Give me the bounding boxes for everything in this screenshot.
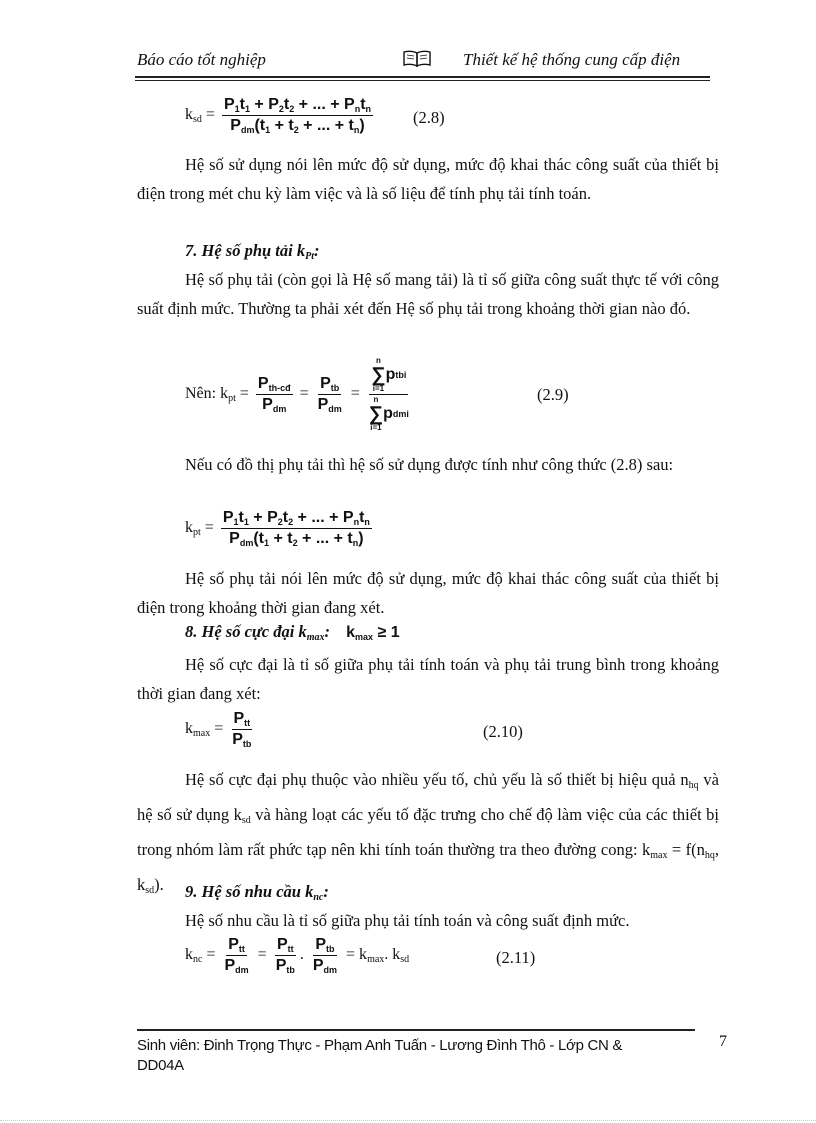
page-number: 7 (719, 1033, 727, 1050)
equation-number-2-9: (2.9) (537, 385, 569, 404)
equation-number-2-11: (2.11) (496, 948, 536, 967)
paragraph-max-factor: Hệ số cực đại là tỉ số giữa phụ tải tính toán và phụ tải trung bình trong khoảng thời gian đang xét: (137, 655, 719, 703)
footer-authors: Sinh viên: Đinh Trọng Thực - Phạm Anh Tuấn - Lương Đình Thô - Lớp CN & DD04A (137, 1037, 623, 1074)
header-right: Thiết kế hệ thống cung cấp điện (463, 50, 681, 69)
heading-9: 9. Hệ số nhu cầu $k_{nc}$: (185, 882, 329, 903)
header-left: Báo cáo tốt nghiệp (137, 50, 266, 69)
paragraph-max-factor-depends: Hệ số cực đại phụ thuộc vào nhiều yếu tố, chủ yếu là số thiết bị hiệu quả $n_{hq}$ và hệ số sử dụng $k_{sd}$ và hàng loạt các yếu tố đặc trưng cho chế độ làm việc của các thiết bị trong nhóm làm rất phức tạp nên khi tính toán thường tra theo đường cong: $k_{max} = f(n_{hq}$, $k_{sd}$). (137, 770, 720, 896)
paragraph-load-factor: Hệ số phụ tải (còn gọi là Hệ số mang tải) là tỉ số giữa công suất thực tế với công suất định mức. Thường ta phải xét đến Hệ số phụ tải trong khoảng thời gian nào đó. (137, 270, 719, 318)
heading-8: 8. Hệ số cực đại $k_{max}$: kmax ≥ 1 (185, 622, 400, 643)
open-book-icon (402, 50, 432, 73)
header-rule-thin (135, 80, 710, 81)
page-bottom-edge (0, 1120, 816, 1121)
equation-number-2-8: (2.8) (413, 108, 445, 127)
heading-7: 7. Hệ số phụ tải $k_{Pt}$: (185, 241, 320, 262)
paragraph-load-graph: Nếu có đồ thị phụ tải thì hệ số sử dụng được tính như công thức (2.8) sau: (185, 455, 674, 474)
equation-2-11: $k_{nc}$ = $\frac{\text{Ptt}}{\text{Pdm}}$ = $\frac{\text{Ptt}}{\text{Ptb}}$ . $\frac{\text{Ptb}}{\text{Pdm}}$ = $k_{max}$. $k_{sd}$ (185, 936, 410, 975)
paragraph-demand-factor: Hệ số nhu cầu là tỉ số giữa phụ tải tính toán và công suất định mức. (185, 911, 630, 930)
equation-number-2-10: (2.10) (483, 722, 523, 741)
paragraph-load-factor-meaning: Hệ số phụ tải nói lên mức độ sử dụng, mức độ khai thác công suất của thiết bị điện trong khoảng thời gian đang xét. (137, 569, 719, 617)
equation-2-9: Nên: $k_{pt}$ = $\frac{\text{Pth-cđ}}{\text{Pdm}}$ = $\frac{\text{Ptb}}{\text{Pdm}}$ = n ∑ i=1 p tbi n ∑ i=1 p dmi (185, 356, 409, 432)
paragraph-usage-factor: Hệ số sử dụng nói lên mức độ sử dụng, mức độ khai thác công suất của thiết bị điện trong mét chu kỳ làm việc và là số liệu để tính phụ tải tính toán. (137, 155, 719, 203)
footer-rule (137, 1029, 695, 1031)
equation-kpt: $k_{pt}$ = $\frac{\text{P1t1 + P2t2 + ... + Pntn}}{\text{Pdm(t1 + t2 + ... + tn)}}$ (185, 509, 370, 548)
equation-2-10: $k_{max}$ = $\frac{\text{Ptt}}{\text{Ptb}}$ (185, 710, 252, 749)
header-rule (135, 76, 710, 78)
equation-2-8: $k_{sd}$ = $\frac{\text{P1t1 + P2t2 + ... + Pntn}}{\text{Pdm(t1 + t2 + ... + tn)}}$ (185, 96, 372, 135)
